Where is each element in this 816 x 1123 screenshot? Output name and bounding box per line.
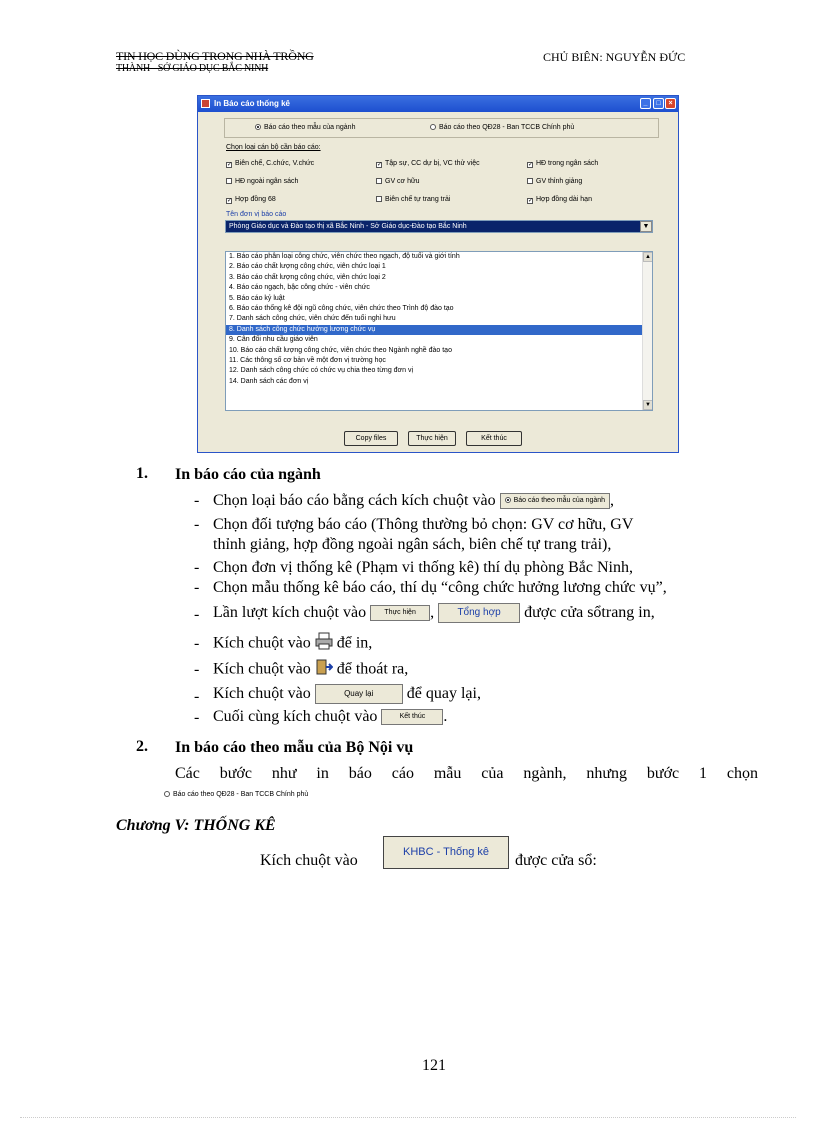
checkbox-icon: ✓ <box>528 162 534 168</box>
chapter-title: Chương V: THỐNG KÊ <box>116 817 276 834</box>
list-item[interactable]: 11. Các thông số cơ bản về một đơn vị trường học <box>229 356 386 364</box>
checkbox-icon <box>376 178 382 184</box>
minimize-icon[interactable]: _ <box>640 98 651 109</box>
section2-title: In báo cáo theo mẫu của Bộ Nội vụ <box>175 739 414 756</box>
step1-pre: Chọn loại báo cáo bằng cách kích chuột vào <box>213 492 496 509</box>
run-button[interactable]: Thực hiện <box>408 431 456 446</box>
radio-checked-icon <box>255 124 261 130</box>
back-inline-button: Quay lại <box>315 684 403 704</box>
list-item[interactable]: 4. Báo cáo ngạch, bậc công chức - viên chức <box>229 284 370 292</box>
close-icon[interactable]: × <box>665 98 676 109</box>
checkbox-label: GV thỉnh giảng <box>536 178 583 185</box>
list-item[interactable]: 12. Danh sách công chức có chức vụ chia theo từng đơn vị <box>229 367 414 375</box>
report-dialog-screenshot <box>197 95 679 453</box>
bullet-dash: - <box>194 579 200 596</box>
radio-unchecked-icon <box>430 124 436 130</box>
section2-text: Các bước như in báo cáo mẫu của ngành, nhưng bước 1 chọn <box>175 765 758 782</box>
radio-nganh-label: Báo cáo theo mẫu của ngành <box>264 124 356 131</box>
step1-text <box>213 491 614 511</box>
end-inline-button: Kết thúc <box>381 709 443 725</box>
bullet-dash: - <box>194 559 200 576</box>
list-item[interactable]: 2. Báo cáo chất lượng công chức, viên chức loại 1 <box>229 263 386 271</box>
maximize-icon[interactable]: □ <box>653 98 664 109</box>
checkbox-label: Hợp đồng 68 <box>235 196 276 203</box>
chevron-down-icon[interactable]: ▼ <box>640 221 652 232</box>
radio-qd28-inline-label: Báo cáo theo QĐ28 - Ban TCCB Chính phủ <box>173 791 309 799</box>
header-right: CHỦ BIÊN: NGUYỄN ĐỨC <box>543 50 686 64</box>
step2-line2: thỉnh giảng, hợp đồng ngoài ngân sách, biên chế tự trang trải), <box>213 536 612 553</box>
checkbox-icon <box>527 178 533 184</box>
radio-unchecked-icon <box>164 791 170 797</box>
checkbox-icon: ✓ <box>227 198 233 204</box>
step7-pre: Kích chuột vào <box>213 660 311 678</box>
step4-text: Chọn mẫu thống kê báo cáo, thí dụ “công chức hưởng lương chức vụ”, <box>213 579 667 596</box>
list-scrollbar[interactable] <box>642 252 652 410</box>
radio-qd28[interactable] <box>430 124 574 131</box>
chapter-pre: Kích chuột vào <box>260 852 358 869</box>
unit-select[interactable] <box>225 220 653 233</box>
step2-line1: Chọn đối tượng báo cáo (Thông thường bỏ chọn: GV cơ hữu, GV <box>213 516 634 533</box>
scroll-up-icon[interactable]: ▲ <box>643 252 653 262</box>
dialog-titlebar <box>198 96 678 112</box>
step9-text <box>213 707 447 727</box>
step7-text <box>213 658 408 682</box>
exit-icon <box>315 658 333 682</box>
dialog-title: In Báo cáo thống kê <box>214 99 291 108</box>
unit-label: Tên đơn vị báo cáo <box>226 211 287 218</box>
checkbox-label: Biên chế tự trang trải <box>385 196 451 203</box>
step3-text: Chọn đơn vị thống kê (Phạm vi thống kê) thí dụ phòng Bắc Ninh, <box>213 559 633 576</box>
report-list[interactable] <box>225 251 653 411</box>
checkbox-icon <box>376 196 382 202</box>
checkbox-icon: ✓ <box>377 162 383 168</box>
step6-text <box>213 632 372 656</box>
step5-post: được cửa sổtrang in, <box>524 604 655 621</box>
end-button[interactable]: Kết thúc <box>466 431 522 446</box>
bullet-dash: - <box>194 661 200 678</box>
checkbox-icon: ✓ <box>528 198 534 204</box>
bullet-dash: - <box>194 709 200 726</box>
step7-post: để thoát ra, <box>336 660 409 678</box>
list-item[interactable]: 6. Báo cáo thống kê đội ngũ công chức, viên chức theo Trình độ đào tạo <box>229 304 454 312</box>
step5-text <box>213 603 655 623</box>
step6-pre: Kích chuột vào <box>213 634 311 652</box>
list-item[interactable]: 7. Danh sách công chức, viên chức đến tuổi nghỉ hưu <box>229 315 396 323</box>
step5-sep: , <box>430 604 435 621</box>
checkbox-gv-thinh-giang[interactable] <box>527 178 582 185</box>
checkbox-hd-ngoai-ns[interactable] <box>226 178 298 185</box>
radio-nganh-inline-button <box>500 493 610 509</box>
checkbox-hd-68[interactable] <box>226 196 276 204</box>
app-icon <box>201 99 210 108</box>
printer-icon <box>315 632 333 656</box>
checkbox-label: HĐ ngoài ngân sách <box>235 178 299 185</box>
list-item[interactable]: 3. Báo cáo chất lượng công chức, viên chức loại 2 <box>229 273 386 281</box>
step5-pre: Lần lượt kích chuột vào <box>213 604 367 621</box>
staff-type-label: Chọn loại cán bộ cần báo cáo: <box>226 144 321 151</box>
step8-pre: Kích chuột vào <box>213 685 311 702</box>
step6-post: để in, <box>336 634 373 652</box>
section1-number: 1. <box>136 465 148 482</box>
list-item[interactable]: 14. Danh sách các đơn vị <box>229 377 309 385</box>
checkbox-hd-trong-ns[interactable] <box>527 160 598 168</box>
step1-post: , <box>610 492 615 509</box>
page-number: 121 <box>422 1057 446 1074</box>
radio-checked-icon <box>505 497 511 503</box>
bullet-dash: - <box>194 516 200 533</box>
checkbox-label: GV cơ hữu <box>385 178 420 185</box>
checkbox-label: Hợp đồng dài hạn <box>536 196 592 203</box>
checkbox-label: Tập sự, CC dự bị, VC thử việc <box>385 160 480 167</box>
checkbox-hd-dai-han[interactable] <box>527 196 592 204</box>
header-left <box>116 50 314 74</box>
header-left-line2: THÀNH - SỞ GIÁO DỤC BẮC NINH <box>116 63 269 74</box>
report-type-group <box>224 118 659 138</box>
radio-qd28-inline-button <box>164 788 308 802</box>
radio-nganh[interactable] <box>255 124 355 131</box>
radio-nganh-inline-label: Báo cáo theo mẫu của ngành <box>513 497 606 505</box>
step8-text <box>213 684 481 704</box>
list-item[interactable]: 1. Báo cáo phân loại công chức, viên chức theo ngạch, độ tuổi và giới tính <box>229 253 460 260</box>
khbc-thong-ke-inline-button: KHBC - Thống kê <box>383 836 509 869</box>
checkbox-bien-che[interactable] <box>226 160 314 168</box>
copy-files-button[interactable]: Copy files <box>344 431 398 446</box>
bullet-dash: - <box>194 606 200 623</box>
bullet-dash: - <box>194 492 200 509</box>
list-item-selected[interactable]: 8. Danh sách công chức hưởng lương chức vụ <box>226 325 652 335</box>
step9-post: . <box>443 708 448 725</box>
radio-qd28-label: Báo cáo theo QĐ28 - Ban TCCB Chính phủ <box>439 124 575 131</box>
list-item[interactable]: 10. Báo cáo chất lượng công chức, viên chức theo Ngành nghề đào tạo <box>229 346 452 354</box>
checkbox-icon: ✓ <box>227 162 233 168</box>
header-left-line1: TIN HỌC DÙNG TRONG NHÀ TRỒNG <box>116 49 314 63</box>
run-inline-button: Thực hiện <box>370 605 430 621</box>
section2-number: 2. <box>136 738 148 755</box>
step8-post: để quay lại, <box>406 685 481 702</box>
bullet-dash: - <box>194 688 200 705</box>
scroll-down-icon[interactable]: ▼ <box>643 400 653 410</box>
checkbox-tap-su[interactable] <box>376 160 480 168</box>
checkbox-label: HĐ trong ngân sách <box>536 160 599 167</box>
chapter-post: được cửa sổ: <box>515 852 597 869</box>
checkbox-icon <box>226 178 232 184</box>
footer-divider <box>20 1117 796 1118</box>
checkbox-gv-co-huu[interactable] <box>376 178 420 185</box>
bullet-dash: - <box>194 635 200 652</box>
list-item[interactable]: 9. Cân đối nhu cầu giáo viên <box>229 336 318 344</box>
list-item[interactable]: 5. Báo cáo kỷ luật <box>229 294 285 302</box>
section1-title: In báo cáo của ngành <box>175 466 321 483</box>
radio-qd28-inline <box>164 785 308 805</box>
unit-select-value: Phòng Giáo dục và Đào tạo thị xã Bắc Ninh - Sở Giáo dục-Đào tạo Bắc Ninh <box>229 223 467 230</box>
checkbox-label: Biên chế, C.chức, V.chức <box>235 160 315 167</box>
summary-inline-button: Tổng hợp <box>438 603 520 623</box>
checkbox-bien-che-tu-trang-trai[interactable] <box>376 196 450 203</box>
step9-pre: Cuối cùng kích chuột vào <box>213 708 378 725</box>
